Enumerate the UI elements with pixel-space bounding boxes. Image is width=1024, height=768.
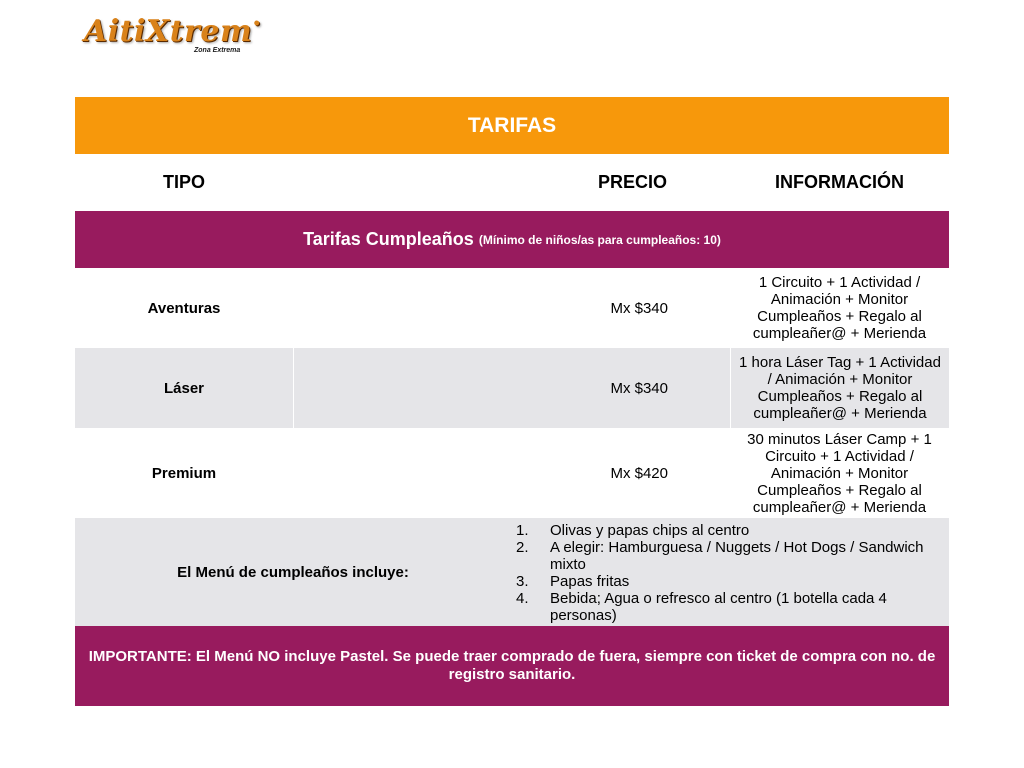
- row-info: 30 minutos Láser Camp + 1 Circuito + 1 Actividad / Animación + Monitor Cumpleaños + Regalo al cumpleañer@ + Merienda: [747, 430, 932, 516]
- table-row: [75, 428, 949, 518]
- row-tipo: Láser: [163, 379, 205, 397]
- row-info: 1 hora Láser Tag + 1 Actividad / Animación + Monitor Cumpleaños + Regalo al cumpleañer@ + Merienda: [730, 348, 949, 428]
- row-precio: Mx $340: [293, 348, 730, 428]
- row-precio: Mx $420: [610, 464, 668, 482]
- header-tipo: TIPO: [162, 172, 205, 192]
- list-item: 3. Papas fritas: [516, 573, 630, 590]
- row-tipo: Aventuras: [147, 299, 221, 317]
- table-row: [75, 268, 949, 348]
- header-informacion: INFORMACIÓN: [775, 172, 904, 192]
- menu-label: El Menú de cumpleaños incluye:: [177, 563, 409, 581]
- logo-trademark-dot: •: [252, 16, 262, 32]
- logo-text: AitiXtrem: [84, 14, 253, 49]
- table-row: [75, 348, 949, 428]
- row-precio: Mx $340: [610, 299, 668, 317]
- table-title: TARIFAS: [467, 113, 557, 137]
- section-note: (Mínimo de niños/as para cumpleaños: 10): [478, 232, 721, 247]
- list-item: 4. Bebida; Agua o refresco al centro (1 botella cada 4 personas): [516, 590, 887, 624]
- menu-row: [75, 518, 949, 626]
- tarifas-table: [75, 97, 949, 706]
- important-notice: [75, 626, 949, 706]
- logo-subtext: Zona Extrema: [194, 47, 241, 54]
- section-title: Tarifas Cumpleaños: [303, 229, 474, 249]
- important-text: IMPORTANTE: El Menú NO incluye Pastel. Se puede traer comprado de fuera, siempre con ticket de compra con no. de registro sanitario.: [88, 648, 936, 683]
- logo: [84, 14, 262, 62]
- section-header: [75, 211, 949, 268]
- table-title-bar: [75, 97, 949, 154]
- row-tipo: Premium: [151, 464, 217, 482]
- row-info: 1 Circuito + 1 Actividad / Animación + Monitor Cumpleaños + Regalo al cumpleañer@ + Merienda: [752, 274, 927, 342]
- menu-list: [516, 522, 936, 624]
- list-item: 2. A elegir: Hamburguesa / Nuggets / Hot Dogs / Sandwich mixto: [516, 539, 924, 573]
- header-precio: PRECIO: [597, 172, 667, 192]
- header-row: [75, 154, 949, 211]
- list-item: 1. Olivas y papas chips al centro: [516, 522, 750, 539]
